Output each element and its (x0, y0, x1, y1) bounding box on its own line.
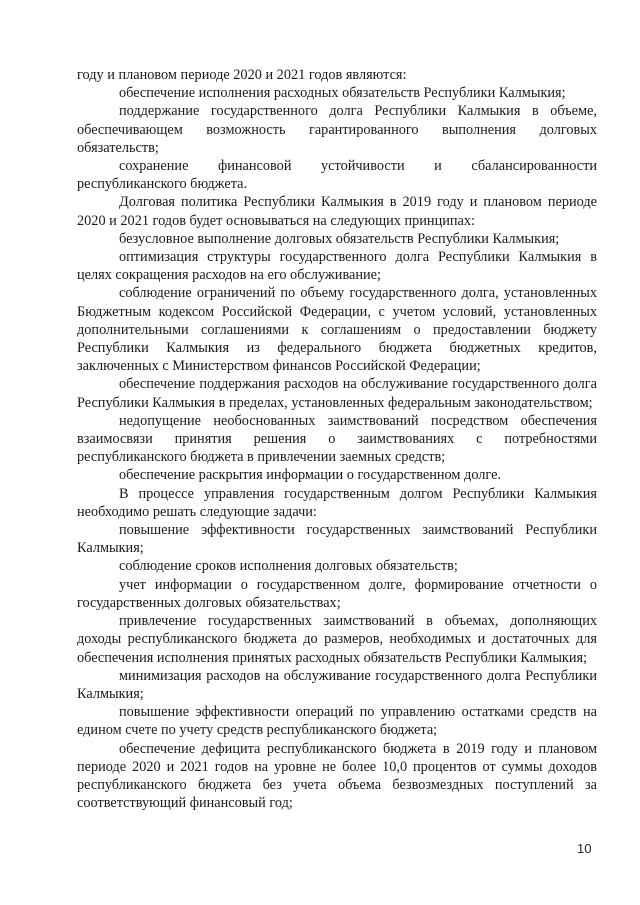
paragraph: соблюдение сроков исполнения долговых обязательств; (119, 558, 458, 575)
paragraph: повышение эффективности государственных заимствований Республики Калмыкия; (77, 522, 597, 557)
paragraph: сохранение финансовой устойчивости и сбалансированности республиканского бюджета. (77, 158, 597, 193)
paragraph: повышение эффективности операций по управлению остатками средств на едином счете по учету средств республиканского бюджета; (77, 704, 597, 739)
page-number: 10 (577, 841, 592, 856)
paragraph: оптимизация структуры государственного долга Республики Калмыкия в целях сокращения расходов на его обслуживание; (77, 249, 597, 284)
paragraph: поддержание государственного долга Республики Калмыкия в объеме, обеспечивающем возможность гарантированного выполнения долговых обязательств; (77, 103, 597, 156)
paragraph: обеспечение поддержания расходов на обслуживание государственного долга Республики Калмыкия в пределах, установленных федеральным законодательством; (77, 376, 597, 411)
paragraph: соблюдение ограничений по объему государственного долга, установленных Бюджетным кодексом Российской Федерации, с учетом условий, установленных дополнительными соглашениями к соглашениям о предоставлении бюджету Республики Калмыкия из федерального бюджета бюджетных кредитов, заключенных с Министерством финансов Российской Федерации; (77, 285, 597, 375)
document-body (77, 66, 597, 812)
paragraph: обеспечение дефицита республиканского бюджета в 2019 году и плановом периоде 2020 и 2021 годов на уровне не более 10,0 процентов от суммы доходов республиканского бюджета без учета объема безвозмездных поступлений за соответствующий финансовый год; (77, 740, 597, 812)
paragraph: безусловное выполнение долговых обязательств Республики Калмыкия; (119, 230, 560, 247)
paragraph: недопущение необоснованных заимствований посредством обеспечения взаимосвязи принятия решения о заимствованиях с потребностями республиканского бюджета в привлечении заемных средств; (77, 412, 597, 466)
paragraph: минимизация расходов на обслуживание государственного долга Республики Калмыкия; (77, 667, 597, 702)
paragraph: обеспечение раскрытия информации о государственном долге. (119, 467, 502, 484)
paragraph: Долговая политика Республики Калмыкия в 2019 году и плановом периоде 2020 и 2021 годов будет основываться на следующих принципах: (77, 194, 597, 229)
paragraph: учет информации о государственном долге, формирование отчетности о государственных долговых обязательствах; (77, 576, 597, 611)
paragraph: привлечение государственных заимствований в объемах, дополняющих доходы республиканского бюджета до размеров, необходимых и достаточных для обеспечения исполнения принятых расходных обязательств Республики Калмыкия; (77, 613, 597, 666)
paragraph: В процессе управления государственным долгом Республики Калмыкия необходимо решать следующие задачи: (77, 485, 597, 520)
paragraph: обеспечение исполнения расходных обязательств Республики Калмыкия; (119, 85, 566, 102)
paragraph-continuation: году и плановом периоде 2020 и 2021 годов являются: (77, 67, 407, 83)
